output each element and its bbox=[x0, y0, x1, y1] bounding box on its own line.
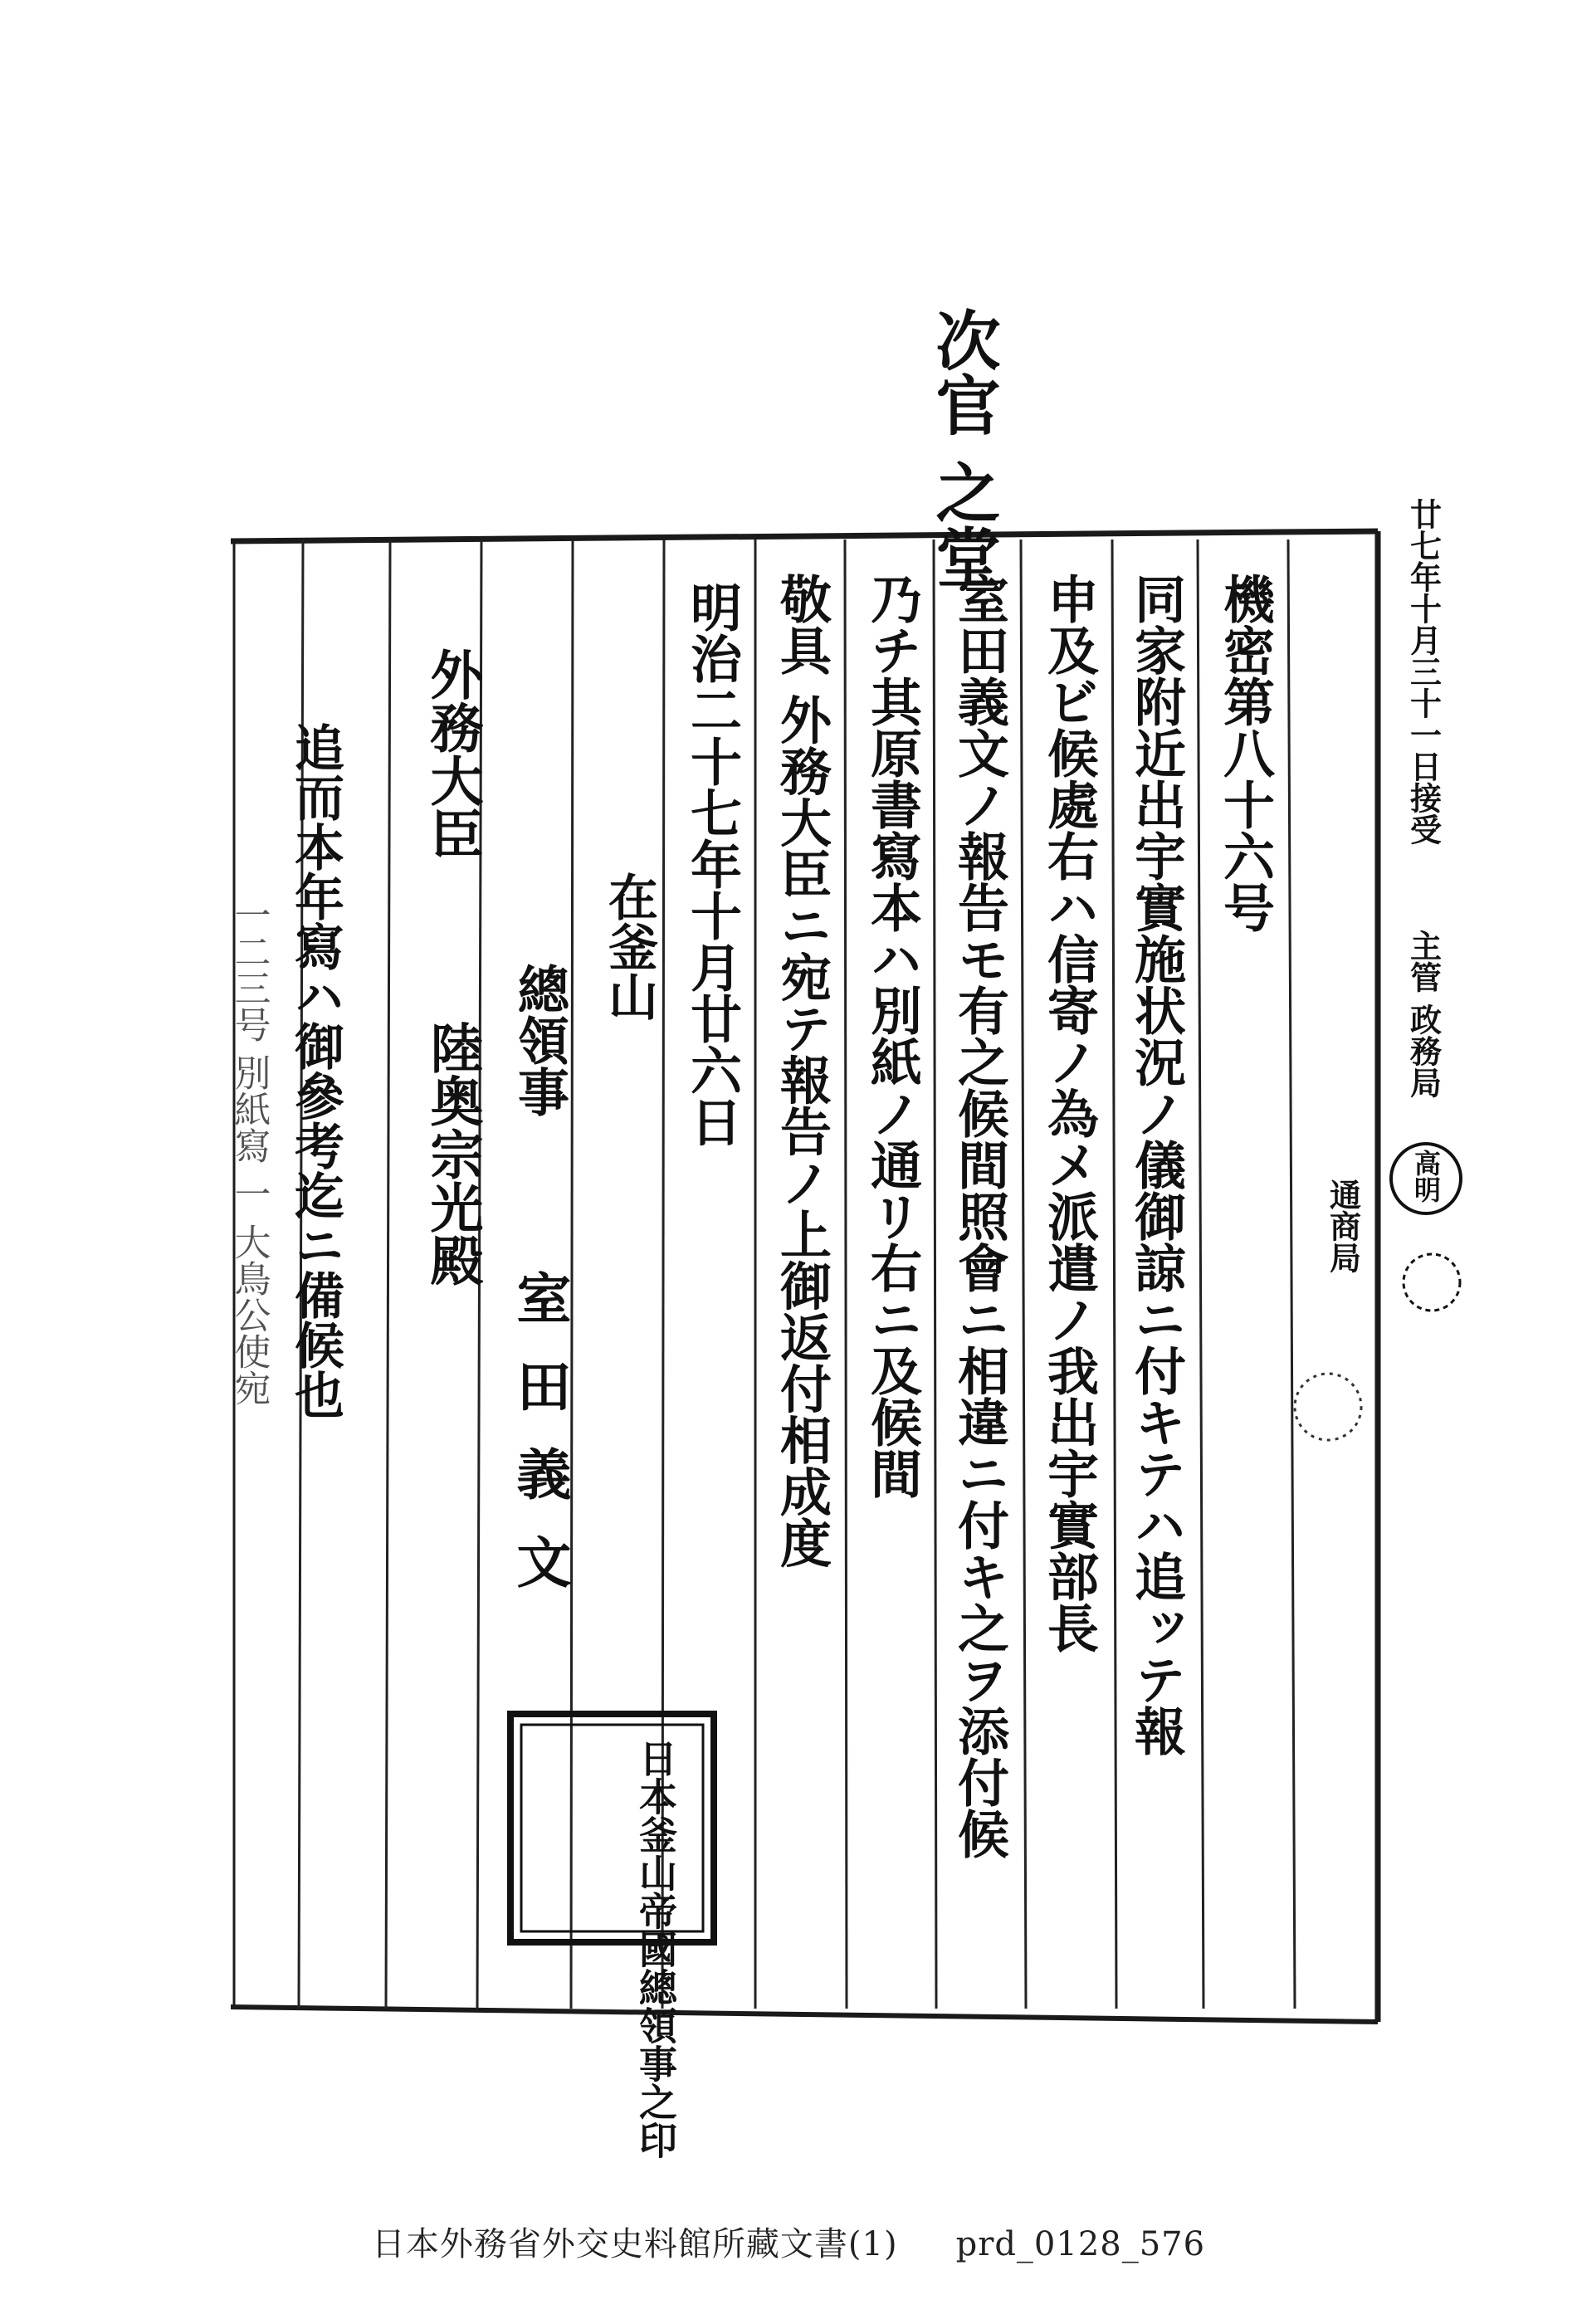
enclosure-note: 追而本年寫ハ御參考迄ニ備候也 bbox=[286, 722, 344, 1419]
body-column: 室田義文ノ報告モ有之候間照會ニ相違ニ付キ之ヲ添付候 bbox=[949, 573, 1010, 1859]
margin-office: 通商局 bbox=[1324, 1179, 1362, 1273]
page-footer bbox=[0, 2218, 1577, 2265]
sender-name: 室田義文 bbox=[507, 1270, 572, 1622]
margin-recipient: 主管 政務局 bbox=[1404, 930, 1443, 1099]
sender-location: 在釜山 bbox=[600, 872, 658, 1021]
body-column: 機密第八十六号 bbox=[1214, 573, 1276, 933]
footer-doc-id: prd_0128_576 bbox=[955, 2225, 1206, 2263]
body-column: 乃チ其原書寫本ハ別紙ノ通リ右ニ及候間 bbox=[862, 573, 923, 1499]
body-column: 申及ビ候處右ハ信寄ノ為メ派遣ノ我出宇實部長 bbox=[1038, 573, 1100, 1653]
consulate-seal bbox=[510, 1714, 714, 2159]
faint-seal bbox=[1295, 1374, 1361, 1440]
margin-stamp bbox=[1391, 1144, 1461, 1311]
top-annotation: 次官 之堂 bbox=[925, 307, 1001, 589]
margin-date: 廿七年十月三十一日接受 bbox=[1404, 498, 1443, 845]
body-column: 敬具 外務大臣ニ宛テ報告ノ上御返付相成度 bbox=[771, 573, 832, 1569]
seal-text: 日本釜山帝國總領事之印 bbox=[633, 1739, 678, 2159]
recipient-title: 外務大臣 bbox=[421, 647, 484, 860]
left-margin-text: 一二三号 別紙寫 一 大鳥公使宛 bbox=[227, 896, 271, 1406]
recipient-name: 陸奥宗光殿 bbox=[421, 1021, 484, 1286]
body-column: 同家附近出宇實施状況ノ儀御諒ニ付キテハ追ッテ報 bbox=[1125, 573, 1187, 1756]
footer-collection: 日本外務省外交史料館所藏文書(1) bbox=[371, 2225, 898, 2263]
body-column: 明治二十七年十月廿六日 bbox=[681, 581, 743, 1147]
sender-title: 總領事 bbox=[509, 963, 570, 1117]
body-text bbox=[682, 573, 1276, 1859]
margin-stamp-text: 高明 bbox=[1410, 1150, 1442, 1203]
